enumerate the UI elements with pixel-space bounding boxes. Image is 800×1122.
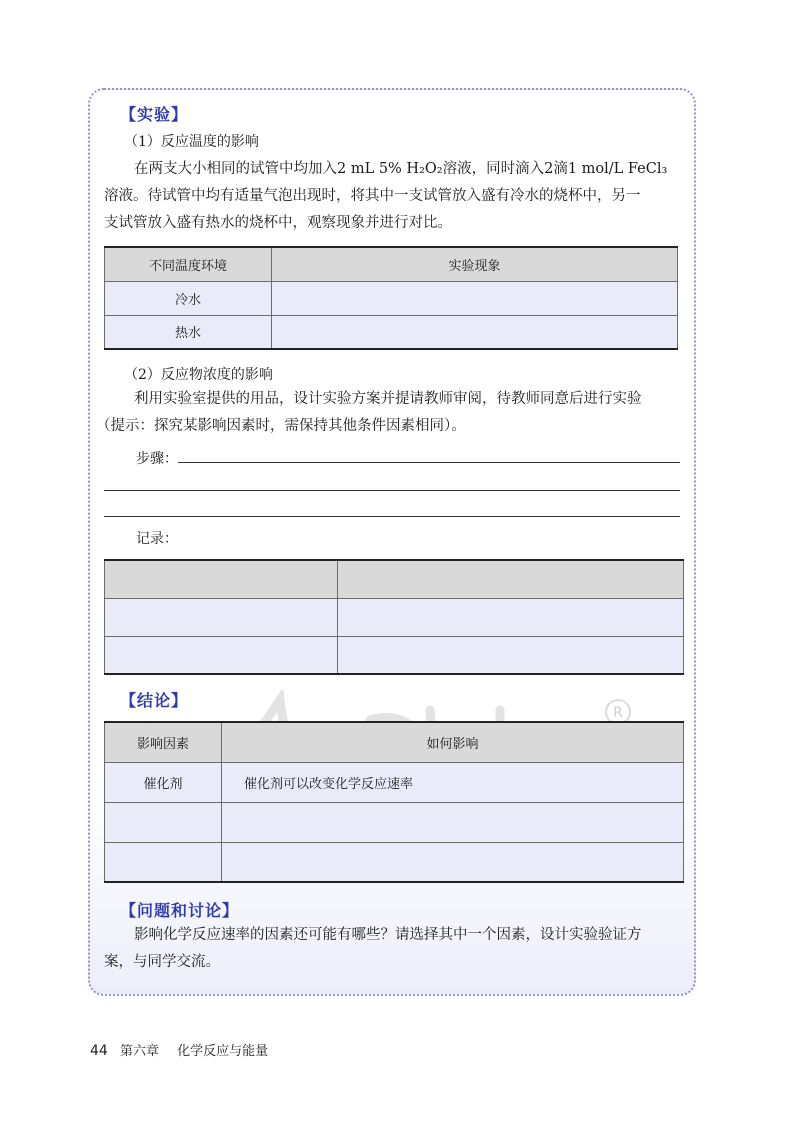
chapter-title: 化学反应与能量 (177, 1044, 269, 1059)
steps-label: 步骤： (136, 451, 178, 467)
table-row (105, 636, 684, 674)
record-cell[interactable] (105, 636, 338, 674)
page-footer (90, 1040, 268, 1059)
record-cell[interactable] (105, 598, 338, 636)
registered-mark-icon: R (613, 705, 623, 721)
table-row (105, 598, 684, 636)
chapter-label: 第六章 (119, 1044, 159, 1059)
table-header-cell: 如何影响 (222, 722, 684, 762)
part2-title: （2）反应物浓度的影响 (124, 367, 273, 383)
part2-line-2: （提示：探究某影响因素时，需保持其他条件因素相同）。 (96, 418, 466, 434)
table-cell: 冷水 (105, 281, 272, 315)
effect-cell: 催化剂可以改变化学反应速率 (222, 762, 684, 802)
part1-paragraph (104, 156, 694, 237)
table-row (105, 281, 678, 315)
experiment-title: 【实验】 (120, 105, 189, 124)
table-row (105, 762, 684, 802)
steps-line[interactable] (104, 516, 680, 517)
conclusion-table (104, 721, 684, 883)
steps-line[interactable] (178, 462, 680, 463)
part1-line-1: 在两支大小相同的试管中均加入2 mL 5% H₂O₂溶液，同时滴入2滴1 mol/L FeCl₃ (134, 161, 668, 177)
factor-cell[interactable] (105, 802, 222, 842)
table-row (105, 802, 684, 842)
record-cell[interactable] (338, 636, 684, 674)
part1-title: （1）反应温度的影响 (124, 134, 259, 150)
page-number: 44 (90, 1043, 108, 1059)
effect-cell[interactable] (222, 802, 684, 842)
table-header-cell: 不同温度环境 (105, 247, 272, 281)
conclusion-table-header (105, 722, 684, 762)
steps-line[interactable] (104, 490, 680, 491)
table-row (105, 842, 684, 882)
table-header-cell: 实验现象 (272, 247, 678, 281)
observation-cell[interactable] (272, 315, 678, 349)
table-header-cell: 影响因素 (105, 722, 222, 762)
part1-line-3: 支试管放入盛有热水的烧杯中，观察现象并进行对比。 (104, 215, 452, 231)
discussion-line-1: 影响化学反应速率的因素还可能有哪些？请选择其中一个因素，设计实验验证方 (134, 927, 642, 943)
temperature-table (104, 246, 678, 350)
record-cell[interactable] (338, 560, 684, 598)
record-label: 记录： (136, 531, 178, 547)
factor-cell[interactable] (105, 842, 222, 882)
discussion-paragraph (104, 922, 694, 976)
table-cell: 热水 (105, 315, 272, 349)
part1-line-2: 溶液。待试管中均有适量气泡出现时，将其中一支试管放入盛有冷水的烧杯中，另一 (104, 188, 641, 204)
record-cell[interactable] (105, 560, 338, 598)
discussion-title: 【问题和讨论】 (120, 901, 240, 920)
part2-line-1: 利用实验室提供的用品，设计实验方案并提请教师审阅，待教师同意后进行实验 (134, 391, 642, 407)
conclusion-title: 【结论】 (120, 691, 189, 710)
part2-paragraph (96, 386, 694, 440)
effect-cell[interactable] (222, 842, 684, 882)
temperature-table-header (105, 247, 678, 281)
table-row (105, 315, 678, 349)
record-table-header (105, 560, 684, 598)
factor-cell: 催化剂 (105, 762, 222, 802)
record-cell[interactable] (338, 598, 684, 636)
observation-cell[interactable] (272, 281, 678, 315)
record-table (104, 559, 684, 675)
discussion-line-2: 案，与同学交流。 (104, 954, 220, 970)
